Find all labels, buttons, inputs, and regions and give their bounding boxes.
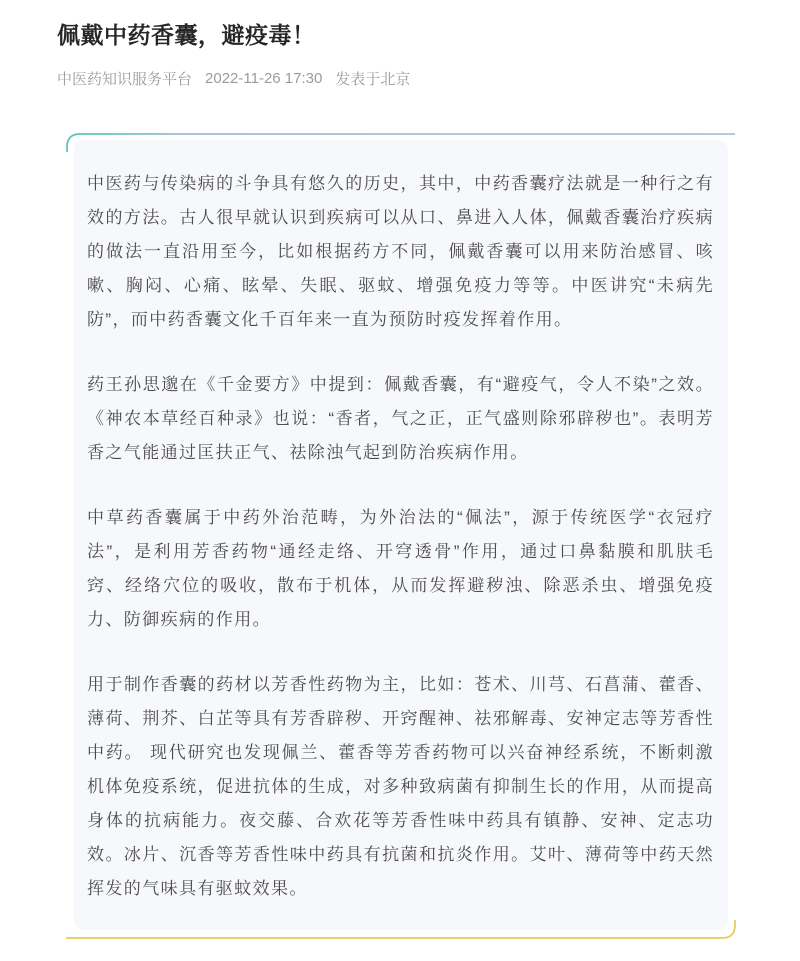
account-name[interactable]: 中医药知识服务平台 xyxy=(57,71,193,89)
article-paragraph: 用于制作香囊的药材以芳香性药物为主，比如：苍术、川芎、石菖蒲、藿香、薄荷、荆芥、白芷等具有芳香辟秽、开窍醒神、祛邪解毒、安神定志等芳香性中药。 现代研究也发现佩兰、藿香等芳香药物可以兴奋神经系统，不断刺激机体免疫系统，促进抗体的生成，对多种致病菌有抑制生长的作用，从而提高身体的抗病能力。夜交藤、合欢花等芳香性味中药具有镇静、安神、定志功效。冰片、沉香等芳香性味中药具有抗菌和抗炎作用。艾叶、薄荷等中药天然挥发的气味具有驱蚊效果。 xyxy=(87,675,714,899)
article-paragraph: 药王孙思邈在《千金要方》中提到：佩戴香囊，有“避疫气，令人不染”之效。《神农本草经百种录》也说：“香者，气之正，正气盛则除邪辟秽也”。表明芳香之气能通过匡扶正气、祛除浊气起到防治疾病作用。 xyxy=(87,375,714,463)
article-paragraph: 中医药与传染病的斗争具有悠久的历史，其中，中药香囊疗法就是一种行之有效的方法。古人很早就认识到疾病可以从口、鼻进入人体，佩戴香囊治疗疾病的做法一直沿用至今，比如根据药方不同，佩戴香囊可以用来防治感冒、咳嗽、胸闷、心痛、眩晕、失眠、驱蚊、增强免疫力等等。中医讲究“未病先防”，而中药香囊文化千百年来一直为预防时疫发挥着作用。 xyxy=(87,174,714,330)
publish-time: 2022-11-26 17:30 xyxy=(205,70,323,88)
byline xyxy=(57,68,743,89)
article-body-card xyxy=(74,140,728,930)
article-paragraph: 中草药香囊属于中药外治范畴，为外治法的“佩法”，源于传统医学“衣冠疗法”，是利用芳香药物“通经走络、开穹透骨”作用，通过口鼻黏膜和肌肤毛窍、经络穴位的吸收，散布于机体，从而发挥避秽浊、除恶杀虫、增强免疫力、防御疾病的作用。 xyxy=(87,508,714,630)
article-header xyxy=(0,20,800,89)
page-title: 佩戴中药香囊，避疫毒！ xyxy=(57,22,316,48)
article-card-wrapper xyxy=(74,140,728,930)
publish-location: 发表于北京 xyxy=(335,71,411,89)
